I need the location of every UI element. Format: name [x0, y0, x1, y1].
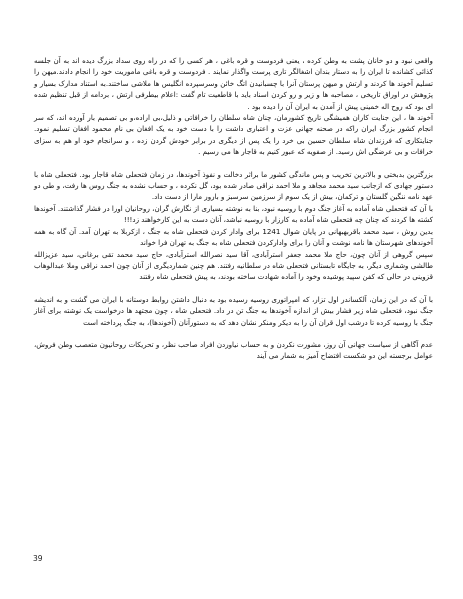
body-text — [34, 55, 433, 362]
paragraph: عدم آگاهی از سیاست جهانی آن روز، مشورت نکردن و به حساب نیاوردن افراد صاحب نظر، و تحریکات روحانیون متعصب وطن فروش، عوامل برجسته این دو شکست افتضاح آمیز به شمار می آیند — [34, 339, 433, 361]
paragraph: با آن که در این زمان، آلکساندر اول تزار، که امپراتوری روسیه رسیده بود به دنبال داشتن روابط دوستانه با ایران می گشت و به اندیشه جنگ نبود، فتحعلی شاه زیر فشار بیش از اندازه آخوندها به جنگ تن در داد. فتحعلی شاه ، چون مجتهد ها درخواست یک نوشته برای آغاز جنگ با روسیه کرده تا درشب اول قران آن را به دیکر ومنکر نشان دهد که به دستورآنان (آخوندها)، به جنگ پرداخته است — [34, 294, 433, 327]
paragraph: آخوند ها ، این جنایت کاران همیشگی تاریخ کشورمان، چنان شاه سلطان را خرافاتی و ذلیل،بی اراده،و بی تصمیم بار آورده اند، که سر انجام کشور بزرگ ایران راکه در صحنه جهانی عزت و اعتباری داشت را با دست خود به یک افغان بی نام محمود افغان تسلیم نمود. جنایتکاری که فرزندان شاه سلطان حسین بی خرد را یک پس از دیگری در برابر خودش گردن زده ، و سرانجام خود او هم به سزای خرافات و بی عرضگی اش رسید. از صفویه که عبور کنیم به قاجار ها می رسیم . — [34, 113, 433, 157]
paragraph: با آن که فتحعلی شاه آماده به آغاز جنگ دوم با روسیه نبود، بنا به نوشته بسیاری از نگارش گران، روحانیان اورا در فشار گذاشتند. آخوندها کشته ها کردند که چنان چه فتحعلی شاه آماده به کارزار با روسیه نباشد، آنان دست به این کارخواهند زد!!! — [34, 203, 433, 225]
paragraph: بدین روش ، سید محمد باقربهبهانی در پایان شوال 1241 برای وادار کردن فتحعلی شاه به جنگ ، ازکربلا به تهران آمد. آن گاه به همه آخوندهای شهرستان ها نامه نوشت و آنان را برای واداركردن فتحعلی شاه به جنگ به تهران فرا خواند — [34, 226, 434, 248]
paragraph: سپس گروهی از آنان چون، حاج ملا محمد جعفر استرآبادی، آقا سید نصرالله استرآبادی، حاج سید محمد تقی برغانی، سید عزیزالله طالشی وشماری دیگر، به جایگاه تابستانی فتحعلی شاه در سلطانیه رفتند. هم چنین شماردیگری از آنان چون احمد نراقی وملا عبدالوهاب قزوینی در حالی که کفن سپید پوشیده وخود را آماده شهادت ساخته بودند، به پیش فتحعلی شاه رفتند — [34, 249, 433, 282]
paragraph: بزرگترین بدبختی و بالاترین تخریب و پس ماندگی کشور ما براثر دخالت و نفوذ آخوندها، در زمان فتحعلی شاه قاجار بود. فتحعلی شاه با دستور جهادی که ازجانب سید محمد مجاهد و ملا احمد نراقی صادر شده بود، گل نکرده ، و حساب نشده به جنگ روس ها رفت، و طی دو عهد نامه ننگین گلستان و ترکمان، بیش از یک سوم از سرزمین سرسبز و بارور مارا از دست داد. — [34, 169, 433, 202]
page-number: 39 — [33, 554, 43, 563]
paragraph: واقعی نبود و دو خانان پشت به وطن کرده ، یعنی فردوست و قره باغی ، هر کسی را که در راه روی سداد بزرگ دیده اند به آن جلسه کذائی کشانده تا ایران را به دستار بندان اشغالگر تاری پرست واگذار نمایند . فردوست و قره باغی ماموریت خود را انجام دادند.میهن را تسلیم آخوند ها کردند و ارتش و میهن پرستان آنرا با چسبانیدن اتگ خائن وسرسپرده انگلیس ها ملاشی ساختند.به استناد مدارک بسیار و پژوهش در اوراق تاریخی ، مصاحبه ها و زیر و رو کردن اسناد باید با قاطعیت تام گفت :اعلام بیطرفی ارتش ، بردامه از قبل تنظیم شده ای بود که روح اله خمینی پیش از آمدن به ایران آن را دیده بود . — [34, 56, 433, 111]
